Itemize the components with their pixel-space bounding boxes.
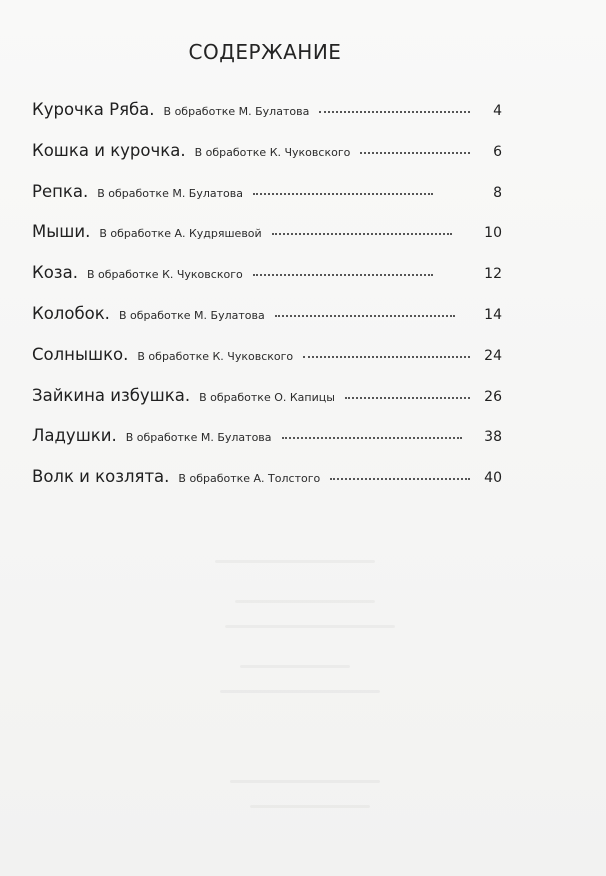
toc-entry-adaptation: В обработке А. Толстого [178,472,321,486]
toc-entry-adaptation: В обработке О. Капицы [199,390,335,404]
page-title: СОДЕРЖАНИЕ [188,40,342,64]
toc-entry-adaptation: В обработке М. Булатова [125,431,272,445]
toc-entry[interactable] [32,182,502,223]
toc-entry-title: Кошка и курочка. [32,140,186,160]
toc-entry[interactable] [32,222,502,263]
toc-entry-adaptation: В обработке М. Булатова [97,186,244,200]
show-through-mark [240,665,350,668]
show-through-mark [235,600,375,603]
toc-dot-leader [253,193,433,195]
toc-dot-leader [330,478,470,480]
toc-entry-title: Курочка Ряба. [32,100,155,119]
toc-entry[interactable] [32,141,502,182]
show-through-mark [225,625,395,628]
toc-entry-title: Коза. [32,263,78,283]
show-through-mark [220,690,380,693]
toc-entry-title: Зайкина избушка. [32,385,191,405]
toc-dot-leader [282,437,462,439]
toc-entry-title: Мыши. [32,222,91,242]
toc-entry-page: 26 [484,388,502,405]
toc-entry-adaptation: В обработке К. Чуковского [86,268,243,282]
toc-entry-page: 12 [484,266,502,283]
toc-entry[interactable] [32,304,502,345]
toc-entry-title: Ладушки. [32,426,117,446]
toc-entry-page: 8 [493,184,502,201]
toc-dot-leader [275,315,455,317]
toc-entry-title: Колобок. [32,303,110,323]
toc-entry-page: 40 [484,470,502,487]
toc-entry[interactable] [32,263,502,304]
toc-dot-leader [272,233,452,235]
toc-entry[interactable] [32,426,502,467]
toc-entry-page: 24 [484,347,502,364]
toc-entry-page: 4 [493,103,502,119]
toc-entry-page: 10 [484,225,502,242]
toc-entry-page: 14 [484,306,502,323]
toc-entry-title: Волк и козлята. [32,467,170,487]
toc-dot-leader [319,111,470,113]
toc-entry-adaptation: В обработке М. Булатова [118,308,265,322]
toc-entry[interactable] [32,100,502,141]
toc-dot-leader [303,356,470,358]
toc-entry-adaptation: В обработке К. Чуковского [194,145,351,159]
toc-entry-adaptation: В обработке М. Булатова [163,105,310,118]
toc-entry-adaptation: В обработке К. Чуковского [137,349,294,363]
toc-entry-adaptation: В обработке А. Кудряшевой [99,227,262,241]
show-through-mark [250,805,370,808]
toc-entry-page: 38 [484,429,502,446]
toc-dot-leader [360,152,470,154]
toc-entry-title: Репка. [32,181,89,201]
toc-dot-leader [253,274,433,276]
toc-entry[interactable] [32,345,502,386]
toc-entry-page: 6 [493,143,502,160]
toc-entry-title: Солнышко. [32,344,129,364]
show-through-mark [230,780,380,783]
show-through-mark [215,560,375,563]
toc-entry[interactable] [32,467,502,508]
toc-list [32,100,502,508]
toc-dot-leader [345,397,470,399]
toc-entry[interactable] [32,386,502,427]
